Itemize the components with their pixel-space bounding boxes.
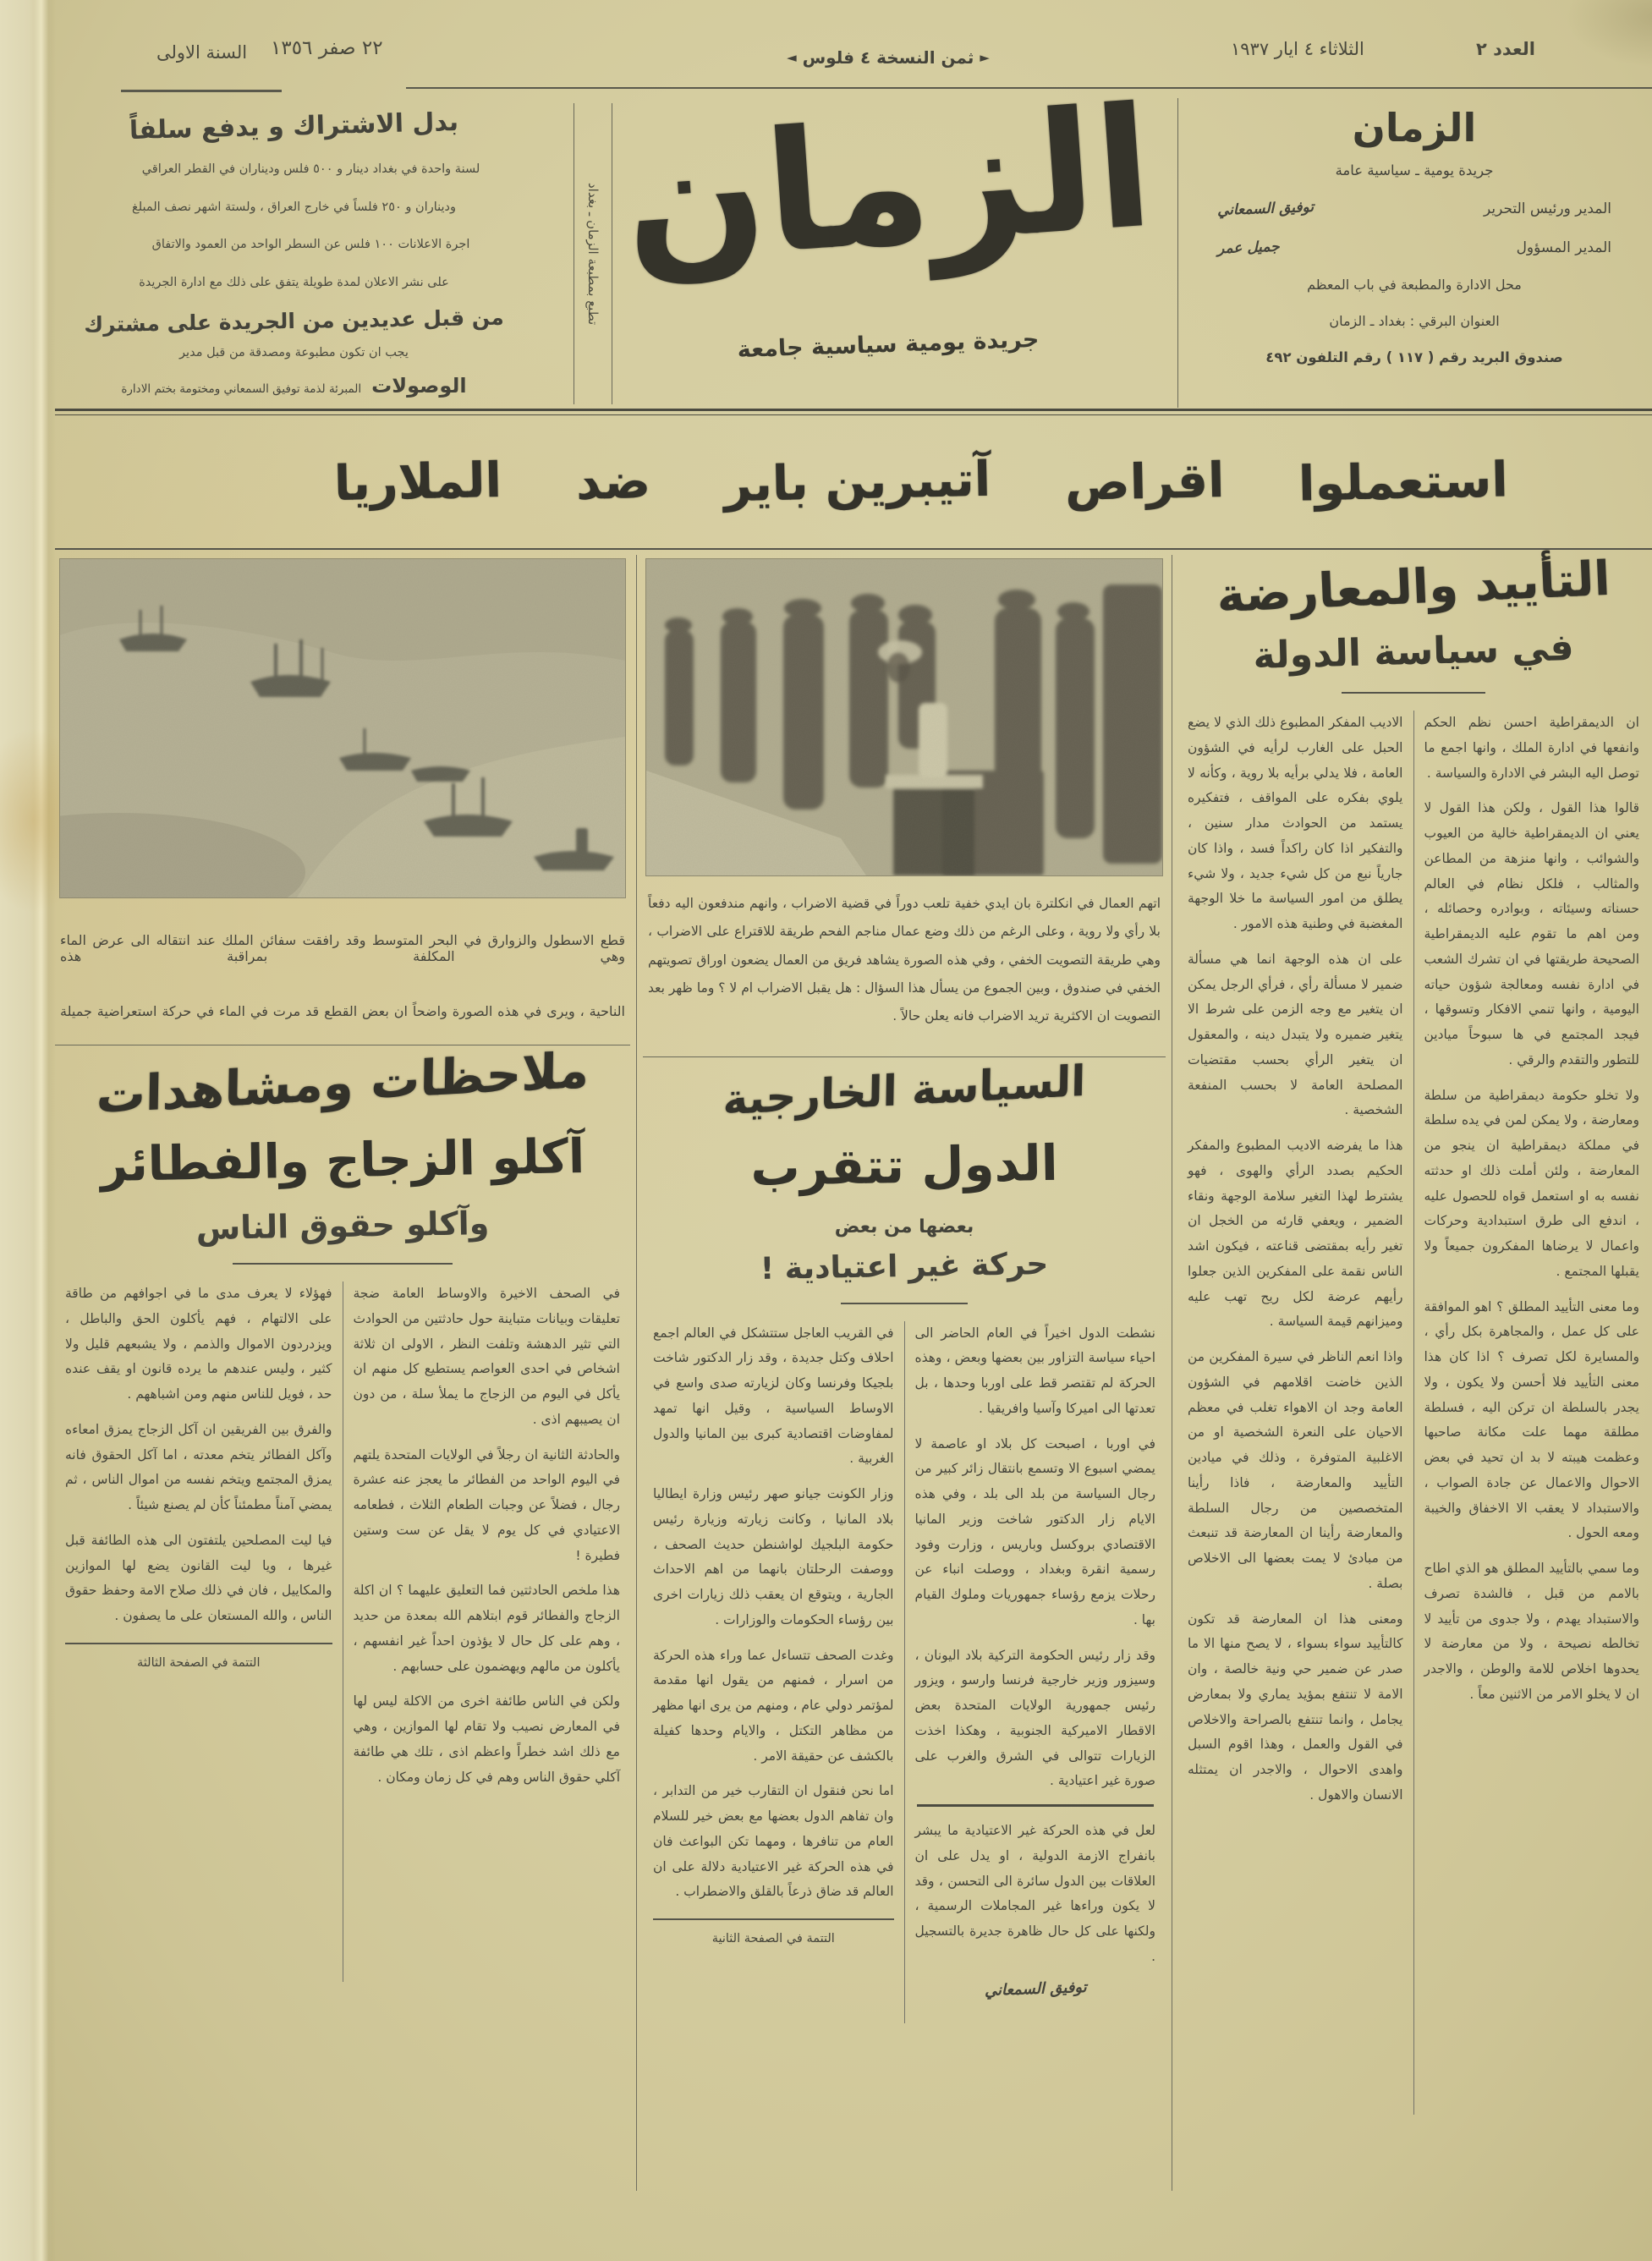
pobox-phone-line: صندوق البريد رقم ( ١١٧ ) رقم التلفون ٤٩٢ [1265,349,1563,365]
paragraph: واذا انعم الناظر في سيرة المفكرين من الذين خاضت اقلامهم في الشؤون العامة وجد ان الاهواء تغلب في معظم الاحيان على النعرة الشخصية او من الاغلبية المتوفرة ، وذلك في ميادين التأييد والمعارضة ، فاذا رأينا المتخصصين من رجال السلطة والمعارضة رأينا ان المعارضة قد تنبعث من مبادئ لا يمت بعضها الى الاخلاص بصلة . [1188,1349,1403,1591]
malaria-ad-banner [55,420,1652,544]
print-house-note: تطبع بمطبعة الزمان ـ بغداد [585,182,601,326]
banner-word: ضد [575,453,651,511]
paper-crease [34,0,56,2261]
issue-number: العدد ٢ [1476,39,1535,59]
masthead-tagline: جريدة يومية ـ سياسية عامة [1335,162,1494,178]
paragraph: قالوا هذا القول ، ولكن هذا القول لا يعني ان الديمقراطية خالية من العيوب والشوائب ، وانها منزهة من المطاعن والمثالب ، فلكل نظام في العالم حسناته وسيئاته ، وبوادره وحصائله ، ومن اهم ما تقوم عليه الديمقراطية الصحيحة طريقتها في ان تشرك الشعب في ادارة نفسه ومعالجة شؤون حياته اليومية ، وانها تنمي الافكار وتسوقها ، فيجد المجتمع في ها سبوحاً ميادين للتطور والتقدم والرقي . [1424,800,1639,1067]
paragraph-group [653,1321,894,1906]
subscription-box [55,100,533,406]
article-columns [643,1321,1166,2023]
rule [653,1918,894,1920]
manager-name: جميل عمر [1216,238,1280,258]
paragraph: ولا تخلو حكومة ديمقراطية من سلطة ومعارضة ، ولا يمكن لمن في يده سلطة في مملكة ديمقراطية ان ينجو من المعارضة ، ولئن أملت ذلك او حدثته نفسه به او استعمل قواه للحصول عليه ، اندفع الى طرق استبدادية وحركات واعمال لا يرضاها المفكرون جميعاً ولا يقبلها المجتمع . [1424,1087,1639,1279]
paragraph: في الصحف الاخيرة والاوساط العامة ضجة تعليقات وبيانات متباينة حول حادثتين من الحوادث التي تثير الدهشة وتلفت النظر ، الاولى ان ثلاثة اشخاص في احدى العواصم يستطيع كل منهم ان يأكل في اليوم من الزجاج ما يملأ سلة ، من دون ان يصيبهم اذى . [353,1286,620,1427]
left-section [55,555,630,2199]
receipts-text: المبرئة لذمة توفيق السمعاني ومختومة بختم الادارة [121,381,362,396]
text-column [1413,711,1650,2115]
photo-caption-line: قطع الاسطول والزوارق في البحر المتوسط وقد رافقت سفائن الملك عند انتقاله الى عرض الماء وهي المكلفة بمراقبة هذه [60,932,625,964]
continued-note: التتمة في الصفحة الثالثة [137,1655,261,1670]
article-columns [55,1281,630,1982]
rule [55,548,1652,550]
paragraph: اجرة الاعلانات ١٠٠ فلس عن السطر الواحد من العمود والاتفاق [151,238,470,251]
paragraph: على ان هذه الوجهة انما هي مسألة ضمير لا مسألة رأي ، فرأي الرجل يمكن ان يتغير مع وجه الزمن على شرط الا يتغير ضميره ولا يتبدل دينه ، والمعقول ان يتغير الرأي بحسب مقتضيات المصلحة العامة لا بحسب المنفعة الشخصية . [1188,951,1403,1118]
text-column [55,1281,343,1982]
middle-section [643,555,1166,2199]
headline-glass-eaters: آكلو الزجاج والفطائر [100,1129,585,1193]
paragraph: والفرق بين الفريقين ان آكل الزجاج يمزق امعاءه وآكل الفطائر يتخم معدته ، اما آكل الحقوق فانه يمزق المجتمع ويتخم نفسه من اموال الناس ، ثم يمضي آمناً مطمئناً كأن لم يصنع شيئاً . [65,1421,332,1512]
paragraph: لسنة واحدة في بغداد دينار و ٥٠٠ فلس وديناران في القطر العراقي [141,162,480,176]
subhead-unusual-movement: حركة غير اعتيادية ! [760,1246,1049,1287]
paragraph: فهؤلاء لا يعرف مدى ما في اجوافهم من طاقة على الالتهام ، فهم يأكلون الحق والباطل ، ويزدردون الاموال والذمم ، ولا يشبعهم قليل ولا كثير ، وليس عندهم ما يرده قانون او يقف عنده حد ، فويل للناس منهم ومن اشباههم . [65,1286,332,1402]
article-state-policy [1177,551,1649,2199]
subscription-title: بدل الاشتراك و يدفع سلفاً [129,107,459,146]
photo-caption-line: الناحية ، ويرى في هذه الصورة واضحاً ان بعض القطع قد مرت في الماء في حركة استعراضية جميلة [60,1003,625,1019]
paragraph: والحادثة الثانية ان رجلاً في الولايات المتحدة يلتهم في اليوم الواحد من الفطائر ما يعجز عنه عشرة رجال ، فضلاً عن وجبات الطعام الثلاث ، فطعامه الاعتيادي في كل يوم لا يقل عن ست وستين فطيرة ! [353,1446,620,1563]
arrow-right-icon: ► [980,50,990,65]
paragraph: هذا ما يفرضه الاديب المطبوع والمفكر الحكيم بصدد الرأي والهوى ، فهو يشترط لهذا التغير سلامة الوجهة ونقاء الضمير ، ويعفي قارئه من الخجل ان تغير رأيه بمقتضى قناعته ، فيكون اشد الناس نقمة على المفكرين الذين جعلوا رأيهم عرضة لكل ريح تهب عليه وميزانهم قيمة السياسة . [1188,1138,1403,1330]
subscription-lines [55,156,533,295]
paragraph-group [65,1281,332,1629]
banner-word: استعملوا [1298,452,1509,513]
paragraph: في اوربا ، اصبحت كل بلاد او عاصمة لا يمضي اسبوع الا وتسمع بانتقال زائر كبير من رجال السياسة من بلد الى بلد ، وفي هذه الايام زار الدكتور شاخت وزير المانيا الاقتصادي بروكسل وباريس ، وزارت وفود رسمية انقرة وبغداد ، ووصلت انباء عن رحلات يزمع رؤساء جمهوريات وملوك القيام بها . [914,1435,1155,1627]
banner-word: آتيبرين باير [723,451,992,513]
paragraph: هذا ملخص الحادثتين فما التعليق عليهما ؟ ان اكلة الزجاج والفطائر قوم ابتلاهم الله بمعدة من حديد ، وهم على كل حال لا يؤذون احداً غير انفسهم ، يأكلون من مالهم ويهضمون على حسابهم . [353,1583,620,1674]
editor-label: المدير ورئيس التحرير [1483,200,1611,217]
paragraph: وما سمي بالتأييد المطلق هو الذي اطاح بالامم من قبل ، فالشدة تصرف والاستبداد يهدم ، ولا جدوى من تأييد لا تخالطه نصيحة ، ولا من معارضة لا يحدوها اخلاص للامة والوطن ، والاجدر ان لا يخلو الامر من الاثنين معاً . [1424,1561,1639,1702]
paper-stain [1565,0,1652,68]
gregorian-date: الثلاثاء ٤ ايار ١٩٣٧ [1231,39,1364,59]
rule [841,1303,968,1304]
paragraph: فيا ليت المصلحين يلتفتون الى هذه الطائفة قبل غيرها ، ويا ليت القانون يضع لها الموازين والمكاييل ، فان في ذلك صلاح الامة وحفظ حقوق الناس ، والله المستعان على ما يصفون . [65,1532,332,1623]
paragraph: ومعنى هذا ان المعارضة قد تكون كالتأييد سواء بسواء ، لا يصح منها الا ما صدر عن ضمير حي ونية خالصة ، وان الامة لا تنتفع بمؤيد يماري ولا بمعارض يجامل ، وانما تنتفع بالصراحة والاخلاص في القول والعمل ، وهذا اقوم السبل واهدى الاحوال ، والاجدر ان يمتثله الانسان والاهول . [1188,1611,1403,1803]
telegraph-line: العنوان البرقي : بغداد ـ الزمان [1329,313,1500,329]
publisher-info-panel [1177,98,1650,408]
paragraph-group [915,1819,1156,1970]
newspaper-title: الزمان [617,71,1159,301]
rule [121,90,282,92]
rule [233,1263,453,1265]
paragraph: الاديب المفكر المطبوع ذلك الذي لا يضع الحبل على الغارب لرأيه في الشؤون العامة ، فلا يدلي برأيه بلا روية ، وكأنه لا يلوي بفكره على المواقف ، فتفكيره يستمد من الحوادث مدار سنين ، والتفكير اذا كان راكداً فسد ، واذا كان جارياً نبع من كل شيء جديد ، ولا شيء يطلق من امور السياسة ما خلا الوجهة المغضبة في وطنية هذه الامور . [1188,715,1403,931]
paragraph: وقد زار رئيس الحكومة التركية بلاد اليونان ، وسيزور وزير خارجية فرنسا وارسو ، ويزور رئيس جمهورية الولايات المتحدة بعض الاقطار الاميركية الجنوبية ، وهكذا اخذت الزيارات تتوالى في الشرق والغرب على صورة غير اعتيادية . [914,1647,1155,1789]
paragraph: على نشر الاعلان لمدة طويلة يتفق على ذلك مع ادارة الجريدة [139,275,449,289]
newspaper-subtitle: جريدة يومية سياسية جامعة [737,326,1040,364]
kicker-observations: ملاحظات ومشاهدات [96,1040,590,1125]
continued-note: التتمة في الصفحة الثانية [711,1932,835,1946]
rule [1342,692,1485,694]
editor-name: توفيق السمعاني [1216,199,1314,219]
paragraph: ولكن في الناس طائفة اخرى من الاكلة ليس لها في المعارض نصيب ولا تقام لها الموازين ، وهي مع ذلك اشد خطراً واعظم اذى ، تلك هي طائفة آكلي حقوق الناس وهم في كل زمان ومكان . [353,1693,620,1785]
rule-thick [917,1804,1155,1807]
column-rule [636,555,637,2191]
subscription-note: يجب ان تكون مطبوعة ومصدقة من قبل مدير [179,345,409,359]
receipts-line [55,374,533,398]
editor-row [1178,200,1650,217]
paragraph: نشطت الدول اخيراً في العام الحاضر الى احياء سياسة التزاور بين بعضها وبعض ، وهذه الحركة لم تقتصر قط على اوربا وحدها ، بل تعدتها الى اميركا وآسيا وافريقيا . [914,1325,1155,1416]
rule-thick [55,409,1652,415]
election-crowd-photo [645,558,1163,876]
text-column [643,1321,904,2023]
headline-states-approach: الدول تتقرب [749,1133,1059,1197]
kicker-foreign-policy: السياسة الخارجية [722,1056,1086,1124]
naval-fleet-photo [59,558,626,898]
paragraph: ان الديمقراطية احسن نظم الحكم وانفعها في ادارة الملك ، وانها اجمع ما توصل اليه البشر في الادارة والسياسة . [1424,715,1639,781]
arrow-left-icon: ◄ [787,50,797,65]
paragraph-group [915,1321,1156,1795]
paragraph: وديناران و ٢٥٠ فلساً في خارج العراق ، ولستة اشهر نصف المبلغ [131,200,456,214]
article-title: التأييد والمعارضة [1216,551,1611,624]
price-line [719,47,1057,68]
paragraph: وغدت الصحف تتساءل عما وراء هذه الحركة من اسرار ، فمنهم من يقول انها مقدمة لمؤتمر دولي عام ، ومنهم من يرى انها مظهر من مظاهر التكتل ، والايام وحدها كفيلة بالكشف عن حقيقة الامر . [653,1647,894,1764]
subhead-rights-eaters: وآكلو حقوق الناس [195,1204,490,1248]
year-label: السنة الاولى [156,42,248,63]
text-column [1177,711,1413,2115]
article-subtitle: في سياسة الدولة [1252,626,1575,678]
receipts-label: الوصولات [371,373,467,398]
rule [65,1643,332,1644]
paragraph: وزار الكونت جيانو صهر رئيس وزارة ايطاليا بلاد المانيا ، وكانت زيارته وزيارة رئيس حكومة البلجيك لواشنطن حديث الصحف ، ووصفت الرحلتان بانهما من اهم الاحداث الجارية ، ويتوقع ان يعقب ذلك زيارات اخرى بين رؤساء الحكومات والوزارات . [653,1486,894,1627]
address-line: محل الادارة والمطبعة في باب المعظم [1307,277,1522,293]
subhead: بعضها من بعض [834,1216,974,1238]
banner-word: اقراص [1064,453,1226,512]
photo-caption: اتهم العمال في انكلترة بان ايدي خفية تلعب دوراً في قضية الاضراب ، وانهم مندفعون اليه دفعاً بلا رأي ولا روية ، وعلى الرغم من ذلك وضع عمال مناجم الفحم طريقة للاقتراع على الاضراب ، وهي طريقة التصويت الخفي ، وفي هذه الصورة يشاهد فريق من العمال يضعون اوراق تصويتهم الخفي في صندوق ، وبين الجموع من يسأل هذا السؤال : هل يقبل الاضراب ام لا ؟ وما ظهر بعد التصويت ان الاكثرية تريد الاضراب فانه يعلن حالاً . [648,896,1161,1024]
paragraph: وما معنى التأييد المطلق ؟ اهو الموافقة على كل عمل ، والمجاهرة بكل رأي ، والمسايرة لكل تصرف ؟ اذا كان هذا معنى التأييد فلا أحسن ولا يكون ، ولا يجدر بالسلطة ان تركن اليه ، فسلطة مطلقة مهما علت مكانة صاحبها وعظمت هيبته لا بد ان تحيد في بعض الاحوال والاعمال عن جادة الصواب ، والاستبداد لا يعقب الا الاخفاق والخيبة ومعه الحول . [1424,1298,1639,1541]
hijri-date: ٢٢ صفر ١٣٥٦ [271,37,383,59]
manager-row [1178,239,1650,256]
paragraph: في القريب العاجل ستتشكل في العالم اجمع احلاف وكتل جديدة ، وقد زار الدكتور شاخت بلجيكا وفرنسا وكان لزيارته صدى واسع في الاوساط السياسية ، وقيل انها تمهد لمفاوضات اقتصادية كبرى بين المانيا والدول الغربية . [653,1325,894,1467]
article-columns [1177,711,1649,2115]
author-signature: توفيق السمعاني [984,1978,1087,2000]
paragraph: اما نحن فنقول ان التقارب خير من التدابر ، وان تفاهم الدول بعضها مع بعض خير للسلام العام من تنافرها ، ومهما تكن البواعث فان في هذه الحركة غير الاعتيادية دلالة على ان العالم قد ضاق ذرعاً بالقلق والاضطراب . [653,1783,894,1900]
copy-price: ثمن النسخة ٤ فلوس [802,47,974,68]
text-column [904,1321,1166,2023]
paragraph: لعل في هذه الحركة غير الاعتيادية ما يبشر بانفراج الازمة الدولية ، او يدل على ان العلاقات بين الدول سائرة الى التحسن ، وقد لا يكون وراءها غير المجاملات الرسمية ، ولكنها على كل حال ظاهرة جديرة بالتسجيل . [914,1823,1155,1964]
text-column [343,1281,631,1982]
subscription-bold-line: من قبل عديدين من الجريدة على مشترك [83,305,504,337]
masthead-small-title: الزمان [1352,105,1477,151]
banner-word: الملاريا [333,452,502,513]
manager-label: المدير المسؤول [1516,239,1611,256]
